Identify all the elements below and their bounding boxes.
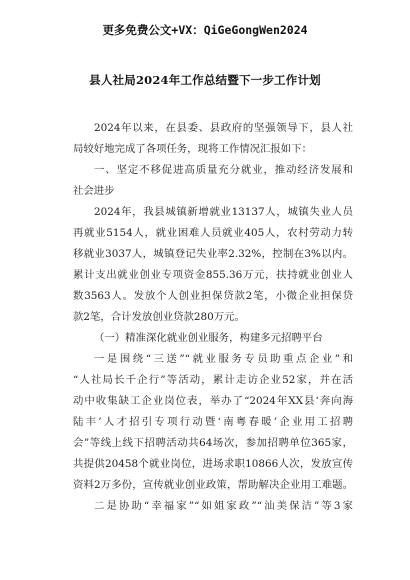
promo-header: 更多免费公文+VX：QiGeGongWen2024 (102, 23, 308, 37)
body-line: 一是围绕“三送”“就业服务专员助重点企业”和 (94, 353, 353, 365)
body-line: 一、坚定不移促进高质量充分就业，推动经济发展和 (94, 164, 353, 176)
document-body (73, 118, 353, 517)
document-title: 县人社局2024年工作总结暨下一步工作计划 (89, 73, 321, 87)
body-line: 数3563人。发放个人创业担保贷款2笔，小微企业担保贷 (73, 290, 353, 302)
body-line: 共提供20458个就业岗位，进场求职10866人次，发放宣传 (73, 458, 353, 470)
body-line: 资料2万多份，宣传就业创业政策，帮助解决企业用工难题。 (73, 479, 353, 491)
body-line: 2024年以来，在县委、县政府的坚强领导下，县人社 (94, 122, 353, 134)
body-line: 移就业3037人，城镇登记失业率2.32%，控制在3%以内。 (73, 248, 353, 260)
body-line: 累计支出就业创业专项资金855.36万元，扶持就业创业人 (73, 269, 353, 281)
body-line: 款2笔，合计发放创业贷款280万元。 (73, 311, 245, 323)
body-line: 局较好地完成了各项任务，现将工作情况汇报如下： (73, 143, 312, 155)
body-line: 二是协助“幸福家”“如姐家政”“汕美保洁”等3家 (94, 500, 353, 512)
body-line: 再就业5154人，就业困难人员就业405人，农村劳动力转 (73, 227, 353, 239)
body-line: （一）精准深化就业创业服务，构建多元招聘平台 (94, 332, 323, 344)
body-line: 陆丰’人才招引专项行动暨‘南粤春暖’企业用工招聘 (73, 416, 353, 428)
body-line: 社会进步 (73, 185, 115, 197)
body-line: “人社局长千企行”等活动，累计走访企业52家，并在活 (73, 374, 353, 386)
body-line: 动中收集缺工企业岗位表，举办了“2024年XX县‘奔向海 (73, 395, 353, 407)
body-line: 会”等线上线下招聘活动共64场次，参加招聘单位365家， (73, 437, 353, 449)
body-line: 2024年，我县城镇新增就业13137人，城镇失业人员 (94, 206, 353, 218)
